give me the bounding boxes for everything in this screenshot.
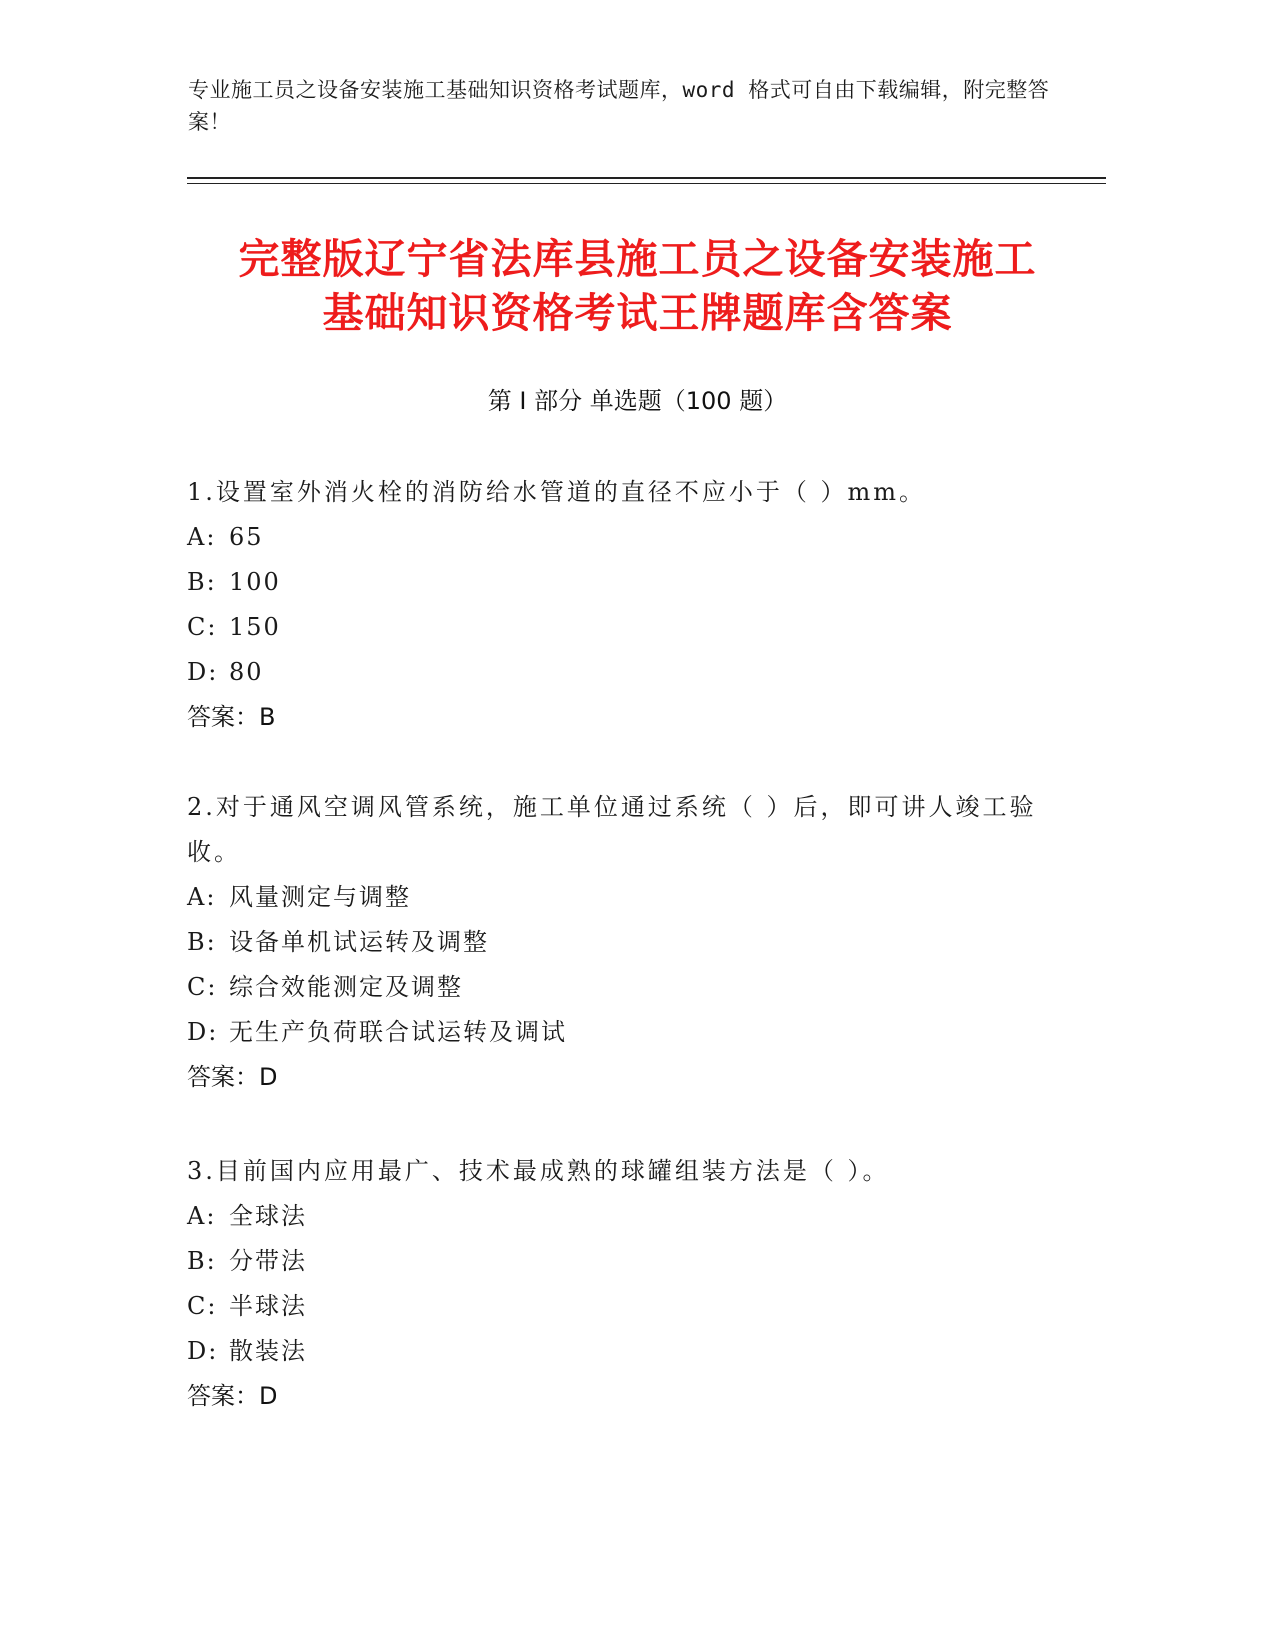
- option-b: [187, 920, 1067, 965]
- option-a: [187, 875, 1067, 920]
- option-key: A:: [187, 523, 217, 551]
- question-2: [187, 785, 1067, 1100]
- option-value: 散装法: [229, 1337, 307, 1365]
- question-text: 3.目前国内应用最广、技术最成熟的球罐组装方法是（ ）。: [187, 1157, 890, 1185]
- option-c: [187, 605, 1067, 650]
- option-value: 综合效能测定及调整: [229, 973, 463, 1001]
- option-key: D:: [187, 1018, 219, 1046]
- option-value: 无生产负荷联合试运转及调试: [229, 1018, 567, 1046]
- option-value: 全球法: [229, 1202, 307, 1230]
- option-c: [187, 965, 1067, 1010]
- question-text: 2.对于通风空调风管系统，施工单位通过系统（ ）后，即可讲人竣工验收。: [187, 793, 1037, 866]
- header-note: 专业施工员之设备安装施工基础知识资格考试题库，word 格式可自由下载编辑，附完整答案！: [188, 78, 1050, 134]
- option-key: A:: [187, 1202, 217, 1230]
- option-a: [187, 1194, 1067, 1239]
- option-value: 100: [229, 568, 281, 596]
- question-1: [187, 470, 1067, 740]
- option-key: C:: [187, 973, 218, 1001]
- option-value: 80: [229, 658, 264, 686]
- answer: 答案：D: [187, 1063, 278, 1091]
- question-text: 1.设置室外消火栓的消防给水管道的直径不应小于（ ）mm。: [187, 478, 927, 506]
- option-value: 设备单机试运转及调整: [229, 928, 489, 956]
- option-key: B:: [187, 568, 217, 596]
- option-d: [187, 1329, 1067, 1374]
- option-d: [187, 650, 1067, 695]
- header-divider-thin: [187, 183, 1106, 184]
- option-d: [187, 1010, 1067, 1055]
- question-3: [187, 1149, 1067, 1419]
- option-value: 半球法: [229, 1292, 307, 1320]
- option-key: B:: [187, 1247, 217, 1275]
- header-divider-thick: [187, 177, 1106, 179]
- option-value: 150: [229, 613, 281, 641]
- option-value: 风量测定与调整: [229, 883, 411, 911]
- option-key: A:: [187, 883, 217, 911]
- title-line-2: 基础知识资格考试王牌题库含答案: [322, 289, 953, 337]
- option-value: 65: [229, 523, 264, 551]
- option-key: C:: [187, 613, 218, 641]
- option-a: [187, 515, 1067, 560]
- option-value: 分带法: [229, 1247, 307, 1275]
- answer: 答案：B: [187, 703, 276, 731]
- option-b: [187, 560, 1067, 605]
- option-key: D:: [187, 1337, 219, 1365]
- section-title: 第 I 部分 单选题（100 题）: [487, 387, 788, 415]
- option-b: [187, 1239, 1067, 1284]
- title-line-1: 完整版辽宁省法库县施工员之设备安装施工: [238, 235, 1037, 283]
- document-title: [150, 232, 1125, 340]
- option-key: B:: [187, 928, 217, 956]
- answer: 答案：D: [187, 1382, 278, 1410]
- option-key: C:: [187, 1292, 218, 1320]
- option-c: [187, 1284, 1067, 1329]
- option-key: D:: [187, 658, 219, 686]
